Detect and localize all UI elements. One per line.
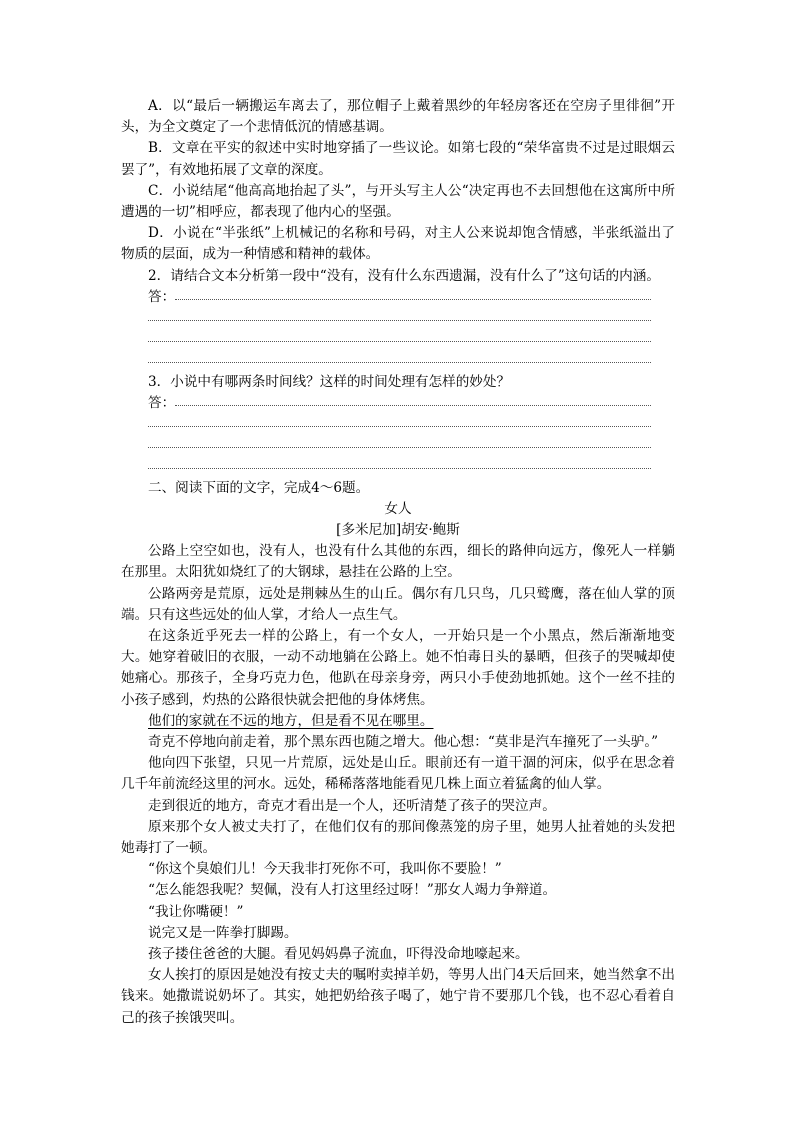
- dotted-line: [148, 320, 651, 321]
- answer-line[interactable]: [121, 308, 675, 329]
- answer-line[interactable]: [121, 414, 675, 435]
- story-paragraph: 孩子搂住爸爸的大腿。看见妈妈鼻子流血，吓得没命地嚎起来。: [148, 946, 529, 962]
- answer-line[interactable]: [121, 350, 675, 371]
- dotted-line: [175, 299, 651, 300]
- dotted-line: [148, 362, 651, 363]
- section-heading: 二、阅读下面的文字，完成4～6题。: [148, 479, 370, 496]
- dotted-line: [175, 405, 651, 406]
- story-paragraph: 在这条近乎死去一样的公路上，有一个女人，一开始只是一个小黑点，然后渐渐地变大。她穿着破旧的衣服，一动不动地躺在公路上。她不怕毒日头的暴晒，但孩子的哭喊却使她痛心。那孩子，全身巧克力色，他趴在母亲身旁，两只小手使劲地抓她。这个一丝不挂的小孩子感到，灼热的公路很快就会把他的身体烤焦。: [121, 627, 675, 708]
- story-paragraph: “怎么能怨我呢？契佩，没有人打这里经过呀！”那女人竭力争辩道。: [148, 882, 557, 899]
- dotted-line: [148, 426, 651, 427]
- option-a: A．以“最后一辆搬运车离去了，那位帽子上戴着黑纱的年轻房客还在空房子里徘徊”开头，为全文奠定了一个悲情低沉的情感基调。: [121, 98, 675, 136]
- answer-line[interactable]: [121, 435, 675, 456]
- question-2: 2．请结合文本分析第一段中“没有，没有什么东西遗漏，没有什么了”这句话的内涵。: [148, 267, 660, 284]
- option-c: C．小说结尾“他高高地抬起了头”，与开头写主人公“决定再也不去回想他在这寓所中所遭遇的一切”相呼应，都表现了他内心的坚强。: [121, 182, 675, 221]
- story-paragraph: 他向四下张望，只见一片荒原，远处是山丘。眼前还有一道干涸的河床，似乎在思念着几千年前流经这里的河水。远处，稀稀落落地能看见几株上面立着猛禽的仙人掌。: [121, 755, 675, 793]
- story-author: [多米尼加]胡安·鲍斯: [336, 521, 460, 538]
- story-paragraph: 公路两旁是荒原，远处是荆棘丛生的山丘。偶尔有几只鸟，几只鹫鹰，落在仙人掌的顶端。只有这些远处的仙人掌，才给人一点生气。: [121, 585, 675, 623]
- story-paragraph: “我让你嘴硬！”: [148, 903, 244, 920]
- question-3: 3．小说中有哪两条时间线？这样的时间处理有怎样的妙处？: [148, 373, 511, 390]
- underlined-sentence: [121, 711, 675, 732]
- answer-label: 答：: [148, 288, 176, 305]
- story-paragraph: 公路上空空如也，没有人，也没有什么其他的东西，细长的路伸向远方，像死人一样躺在那里。太阳犹如烧红了的大钢球，悬挂在公路的上空。: [121, 543, 675, 581]
- dotted-line: [148, 341, 651, 342]
- story-paragraph: 说完又是一阵拳打脚踢。: [148, 924, 298, 941]
- document-page: [121, 96, 675, 1029]
- story-paragraph: 奇克不停地向前走着，那个黑东西也随之增大。他心想：“莫非是汽车撞死了一头驴。”: [148, 733, 659, 750]
- story-paragraph: 女人挨打的原因是她没有按丈夫的嘱咐卖掉羊奶，等男人出门4天后回来，她当然拿不出钱来。她撒谎说奶坏了。其实，她把奶给孩子喝了，她宁肯不要那几个钱，也不忍心看着自己的孩子挨饿哭叫。: [121, 967, 675, 1026]
- underlined-text: 他们的家就在不远的地方，但是看不见在哪里。: [148, 712, 434, 729]
- answer-line[interactable]: [121, 393, 675, 414]
- option-b: B．文章在平实的叙述中实时地穿插了一些议论。如第七段的“荣华富贵不过是过眼烟云罢了”，有效地拓展了文章的深度。: [121, 140, 675, 178]
- dotted-line: [148, 468, 651, 469]
- answer-line[interactable]: [121, 287, 675, 308]
- dotted-line: [148, 447, 651, 448]
- answer-line[interactable]: [121, 456, 675, 477]
- option-d: D．小说在“半张纸”上机械记的名称和号码，对主人公来说却饱含情感，半张纸溢出了物质的层面，成为一种情感和精神的载体。: [121, 225, 675, 263]
- story-title: 女人: [384, 500, 412, 517]
- answer-line[interactable]: [121, 329, 675, 350]
- story-paragraph: 走到很近的地方，奇克才看出是一个人，还听清楚了孩子的哭泣声。: [148, 797, 556, 814]
- answer-label: 答：: [148, 394, 176, 411]
- story-paragraph: 原来那个女人被丈夫打了，在他们仅有的那间像蒸笼的房子里，她男人扯着她的头发把她毒打了一顿。: [121, 818, 675, 856]
- story-paragraph: “你这个臭娘们儿！今天我非打死你不可，我叫你不要脸！”: [148, 861, 502, 878]
